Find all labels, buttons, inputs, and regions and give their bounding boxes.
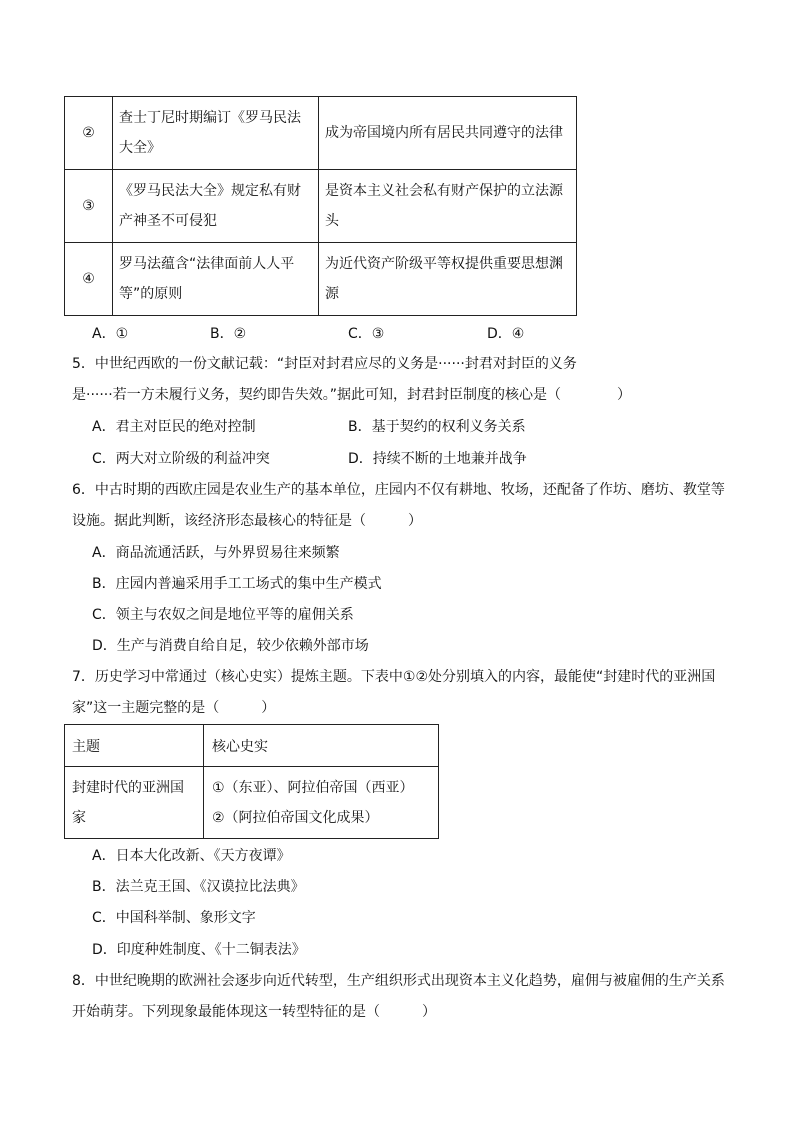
q5-option-c[interactable]: C．两大对立阶级的利益冲突	[92, 451, 270, 467]
theme-cell: 封建时代的亚洲国 家	[65, 767, 204, 839]
q6-option-d[interactable]: D．生产与消费自给自足，较少依赖外部市场	[92, 638, 369, 654]
q8-stem-line-1: 8．中世纪晚期的欧洲社会逐步向近代转型，生产组织形式出现资本主义化趋势，雇佣与被雇佣的生产关系	[72, 973, 725, 989]
facts-cell: ①（东亚）、阿拉伯帝国（西亚） ②（阿拉伯帝国文化成果）	[204, 767, 439, 839]
q7-option-a[interactable]: A．日本大化改新、《天方夜谭》	[92, 848, 291, 864]
effect-cell: 为近代资产阶级平等权提供重要思想渊 源	[319, 243, 577, 316]
q5-stem-line-1: 5．中世纪西欧的一份文献记载：“封臣对封君应尽的义务是······封君对封臣的义务	[72, 356, 577, 372]
table-row	[65, 243, 577, 316]
q7-stem-line-1: 7．历史学习中常通过（核心史实）提炼主题。下表中①②处分别填入的内容，最能使“封建时代的亚洲国	[72, 669, 716, 685]
header-facts: 核心史实	[204, 725, 439, 767]
q4-option-d[interactable]: D．④	[487, 326, 525, 342]
q5-stem-line-2: 是······若一方未履行义务，契约即告失效。”据此可知，封君封臣制度的核心是（ ）	[72, 387, 631, 403]
q7-stem-line-2: 家”这一主题完整的是（ ）	[72, 700, 276, 716]
q4-option-b[interactable]: B．②	[210, 326, 247, 342]
table-row	[65, 97, 577, 170]
event-cell: 《罗马民法大全》规定私有财 产神圣不可侵犯	[113, 170, 319, 243]
row-number: ④	[65, 243, 113, 316]
q5-option-a[interactable]: A．君主对臣民的绝对控制	[92, 419, 256, 435]
table-row	[65, 170, 577, 243]
q6-stem-line-2: 设施。据此判断，该经济形态最核心的特征是（ ）	[72, 513, 422, 529]
q4-option-a[interactable]: A．①	[92, 326, 129, 342]
q4-table	[64, 96, 577, 316]
q6-stem-line-1: 6．中古时期的西欧庄园是农业生产的基本单位，庄园内不仅有耕地、牧场，还配备了作坊、磨坊、教堂等	[72, 482, 725, 498]
q4-option-c[interactable]: C．③	[348, 326, 385, 342]
row-number: ③	[65, 170, 113, 243]
event-cell: 罗马法蕴含“法律面前人人平 等”的原则	[113, 243, 319, 316]
q7-option-c[interactable]: C．中国科举制、象形文字	[92, 910, 256, 926]
q7-option-d[interactable]: D．印度种姓制度、《十二铜表法》	[92, 942, 306, 958]
event-cell: 查士丁尼时期编订《罗马民法 大全》	[113, 97, 319, 170]
q7-option-b[interactable]: B．法兰克王国、《汉谟拉比法典》	[92, 879, 305, 895]
header-theme: 主题	[65, 725, 204, 767]
row-number: ②	[65, 97, 113, 170]
q6-option-a[interactable]: A．商品流通活跃，与外界贸易往来频繁	[92, 545, 340, 561]
table-header-row	[65, 725, 439, 767]
effect-cell: 是资本主义社会私有财产保护的立法源 头	[319, 170, 577, 243]
q6-option-c[interactable]: C．领主与农奴之间是地位平等的雇佣关系	[92, 607, 354, 623]
q6-option-b[interactable]: B．庄园内普遍采用手工工场式的集中生产模式	[92, 576, 382, 592]
effect-cell: 成为帝国境内所有居民共同遵守的法律	[319, 97, 577, 170]
q5-option-b[interactable]: B．基于契约的权利义务关系	[348, 419, 526, 435]
q7-table	[64, 724, 439, 839]
q5-option-d[interactable]: D．持续不断的土地兼并战争	[348, 451, 527, 467]
table-row	[65, 767, 439, 839]
q8-stem-line-2: 开始萌芽。下列现象最能体现这一转型特征的是（ ）	[72, 1004, 436, 1020]
